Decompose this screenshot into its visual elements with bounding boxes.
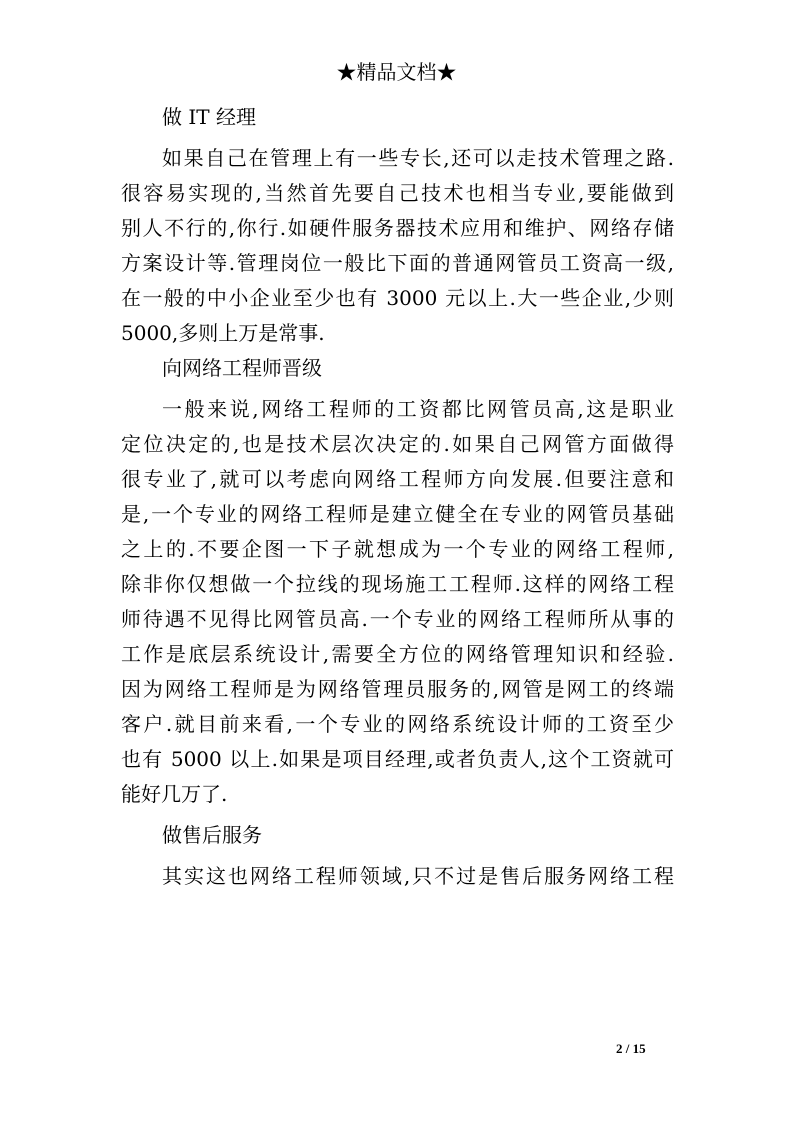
section-heading: 做 IT 经理 <box>162 105 256 129</box>
section-it-manager <box>121 100 674 351</box>
section-heading: 做售后服务 <box>162 823 262 847</box>
section-heading: 向网络工程师晋级 <box>162 356 322 380</box>
paragraph-line: 如果自己在管理上有一些专长,还可以走技术管理之路. <box>162 146 674 170</box>
paragraph-line: 是,一个专业的网络工程师是建立健全在专业的网管员基础 <box>121 502 674 526</box>
paragraph-line: 工作是底层系统设计,需要全方位的网络管理知识和经验. <box>121 642 674 666</box>
document-header: ★精品文档★ <box>336 60 457 84</box>
paragraph-line: 因为网络工程师是为网络管理员服务的,网管是网工的终端 <box>121 677 674 701</box>
paragraph-line: 很容易实现的,当然首先要自己技术也相当专业,要能做到 <box>121 181 674 205</box>
paragraph-line: 定位决定的,也是技术层次决定的.如果自己网管方面做得 <box>121 432 674 456</box>
paragraph-line: 5000,多则上万是常事. <box>121 321 325 345</box>
paragraph-line: 客户.就目前来看,一个专业的网络系统设计师的工资至少 <box>121 712 674 736</box>
paragraph-line: 师待遇不见得比网管员高.一个专业的网络工程师所从事的 <box>121 607 674 631</box>
section-network-engineer <box>121 351 674 812</box>
document-body <box>121 100 674 894</box>
paragraph-line: 也有 5000 以上.如果是项目经理,或者负责人,这个工资就可 <box>121 747 674 771</box>
paragraph-line: 很专业了,就可以考虑向网络工程师方向发展.但要注意和 <box>121 467 674 491</box>
paragraph-line: 能好几万了. <box>121 782 228 806</box>
section-after-sales <box>121 812 674 894</box>
paragraph-line: 一般来说,网络工程师的工资都比网管员高,这是职业 <box>162 397 674 421</box>
paragraph-line: 方案设计等.管理岗位一般比下面的普通网管员工资高一级, <box>121 251 674 275</box>
page-number: 2 / 15 <box>616 1041 646 1056</box>
paragraph-line: 除非你仅想做一个拉线的现场施工工程师.这样的网络工程 <box>121 572 674 596</box>
paragraph-line: 别人不行的,你行.如硬件服务器技术应用和维护、网络存储 <box>121 216 674 240</box>
paragraph-line: 之上的.不要企图一下子就想成为一个专业的网络工程师, <box>121 537 674 561</box>
paragraph-line: 在一般的中小企业至少也有 3000 元以上.大一些企业,少则 <box>121 286 674 310</box>
paragraph-line: 其实这也网络工程师领域,只不过是售后服务网络工程 <box>162 864 674 888</box>
